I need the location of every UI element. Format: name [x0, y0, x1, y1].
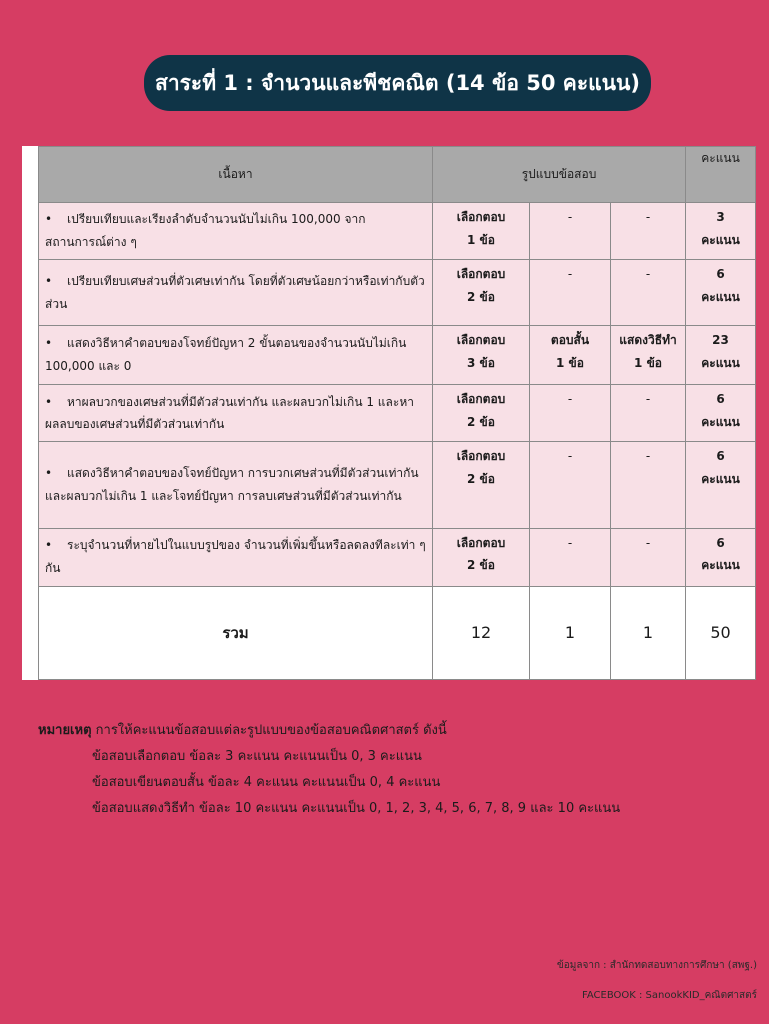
show-work-cell: -	[611, 203, 686, 260]
mc-count: 3 ข้อ	[467, 356, 495, 371]
mc-count: 2 ข้อ	[467, 289, 495, 304]
content-cell	[39, 528, 433, 586]
source-credit: ข้อมูลจาก : สำนักทดสอบทางการศึกษา (สพฐ.)	[556, 960, 757, 971]
score-value: 6	[716, 449, 725, 464]
score-value: 6	[716, 535, 725, 550]
content-cell	[39, 326, 433, 385]
exam-blueprint-table	[38, 146, 756, 680]
short-answer-cell: -	[530, 260, 611, 326]
multiple-choice-cell	[433, 326, 530, 385]
note-line-multiple-choice: ข้อสอบเลือกตอบ ข้อละ 3 คะแนน คะแนนเป็น 0, 3 คะแนน	[92, 749, 422, 764]
multiple-choice-cell	[433, 203, 530, 260]
score-unit: คะแนน	[701, 232, 740, 247]
bullet: •	[45, 538, 53, 553]
bullet: •	[45, 394, 53, 409]
score-unit: คะแนน	[701, 289, 740, 304]
mc-count: 2 ข้อ	[467, 472, 495, 487]
short-answer-cell: -	[530, 385, 611, 442]
bullet: •	[45, 212, 53, 227]
multiple-choice-cell	[433, 260, 530, 326]
table-row	[39, 442, 756, 528]
total-short-answer: 1	[530, 586, 611, 679]
content-cell	[39, 385, 433, 442]
score-unit: คะแนน	[701, 472, 740, 487]
score-cell	[686, 385, 756, 442]
content-text: เปรียบเทียบและเรียงลำดับจำนวนนับไม่เกิน 100,000 จากสถานการณ์ต่าง ๆ	[45, 212, 366, 250]
show-count: 1 ข้อ	[634, 356, 662, 371]
score-cell	[686, 442, 756, 528]
facebook-credit: FACEBOOK : SanookKID_คณิตศาสตร์	[582, 990, 757, 1001]
mc-count: 2 ข้อ	[467, 415, 495, 430]
short-answer-cell: -	[530, 528, 611, 586]
score-unit: คะแนน	[701, 415, 740, 430]
show-work-cell: -	[611, 260, 686, 326]
mc-label: เลือกตอบ	[456, 333, 506, 348]
mc-count: 2 ข้อ	[467, 558, 495, 573]
bullet: •	[45, 466, 53, 481]
short-answer-cell: -	[530, 203, 611, 260]
content-cell	[39, 260, 433, 326]
content-text: เปรียบเทียบเศษส่วนที่ตัวเศษเท่ากัน โดยที่ตัวเศษน้อยกว่าหรือเท่ากับตัวส่วน	[45, 273, 425, 311]
note-intro-line	[38, 718, 738, 744]
note-intro: การให้คะแนนข้อสอบแต่ละรูปแบบของข้อสอบคณิตศาสตร์ ดังนี้	[95, 723, 447, 738]
short-count: 1 ข้อ	[556, 356, 584, 371]
header-content: เนื้อหา	[39, 147, 433, 203]
bullet: •	[45, 273, 53, 288]
mc-label: เลือกตอบ	[456, 210, 506, 224]
score-value: 3	[716, 210, 725, 224]
mc-label: เลือกตอบ	[456, 449, 506, 464]
table-row	[39, 385, 756, 442]
mc-label: เลือกตอบ	[456, 392, 506, 407]
mc-label: เลือกตอบ	[456, 267, 506, 282]
content-cell	[39, 203, 433, 260]
show-work-cell: -	[611, 442, 686, 528]
show-label: แสดงวิธีทำ	[619, 333, 677, 348]
multiple-choice-cell	[433, 385, 530, 442]
mc-label: เลือกตอบ	[456, 535, 506, 550]
table-header-row	[39, 147, 756, 203]
short-answer-cell	[530, 326, 611, 385]
score-cell	[686, 326, 756, 385]
table-row	[39, 203, 756, 260]
scoring-note	[38, 718, 738, 822]
header-score: คะแนน	[686, 147, 756, 203]
multiple-choice-cell	[433, 528, 530, 586]
score-unit: คะแนน	[701, 558, 740, 573]
show-work-cell: -	[611, 385, 686, 442]
exam-blueprint-table-container	[22, 146, 755, 680]
score-cell	[686, 260, 756, 326]
content-text: หาผลบวกของเศษส่วนที่มีตัวส่วนเท่ากัน และผลบวกไม่เกิน 1 และหาผลลบของเศษส่วนที่มีตัวส่วนเท่ากัน	[45, 394, 414, 432]
total-score: 50	[686, 586, 756, 679]
header-format: รูปแบบข้อสอบ	[433, 147, 686, 203]
table-row	[39, 528, 756, 586]
score-value: 6	[716, 267, 725, 282]
table-row	[39, 326, 756, 385]
total-row	[39, 586, 756, 679]
content-text: ระบุจำนวนที่หายไปในแบบรูปของ จำนวนที่เพิ่มขึ้นหรือลดลงทีละเท่า ๆ กัน	[45, 538, 426, 576]
mc-count: 1 ข้อ	[467, 232, 495, 247]
table-row	[39, 260, 756, 326]
note-lead: หมายเหตุ	[38, 723, 92, 738]
total-show-work: 1	[611, 586, 686, 679]
content-text: แสดงวิธีหาคำตอบของโจทย์ปัญหา 2 ขั้นตอนของจำนวนนับไม่เกิน 100,000 และ 0	[45, 336, 407, 374]
content-cell	[39, 442, 433, 528]
page-title: สาระที่ 1 : จำนวนและพีชคณิต (14 ข้อ 50 คะแนน)	[144, 55, 651, 111]
show-work-cell	[611, 326, 686, 385]
short-label: ตอบสั้น	[550, 333, 590, 348]
multiple-choice-cell	[433, 442, 530, 528]
score-cell	[686, 203, 756, 260]
score-value: 23	[712, 333, 729, 348]
total-multiple-choice: 12	[433, 586, 530, 679]
short-answer-cell: -	[530, 442, 611, 528]
score-unit: คะแนน	[701, 356, 740, 371]
score-cell	[686, 528, 756, 586]
show-work-cell: -	[611, 528, 686, 586]
note-line-show-work: ข้อสอบแสดงวิธีทำ ข้อละ 10 คะแนน คะแนนเป็น 0, 1, 2, 3, 4, 5, 6, 7, 8, 9 และ 10 คะแนน	[92, 801, 621, 816]
total-label: รวม	[39, 586, 433, 679]
bullet: •	[45, 336, 53, 351]
content-text: แสดงวิธีหาคำตอบของโจทย์ปัญหา การบวกเศษส่วนที่มีตัวส่วนเท่ากันและผลบวกไม่เกิน 1 และโจทย์ปัญหา การลบเศษส่วนที่มีตัวส่วนเท่ากัน	[45, 466, 419, 504]
score-value: 6	[716, 392, 725, 407]
note-line-short-answer: ข้อสอบเขียนตอบสั้น ข้อละ 4 คะแนน คะแนนเป็น 0, 4 คะแนน	[92, 775, 441, 790]
